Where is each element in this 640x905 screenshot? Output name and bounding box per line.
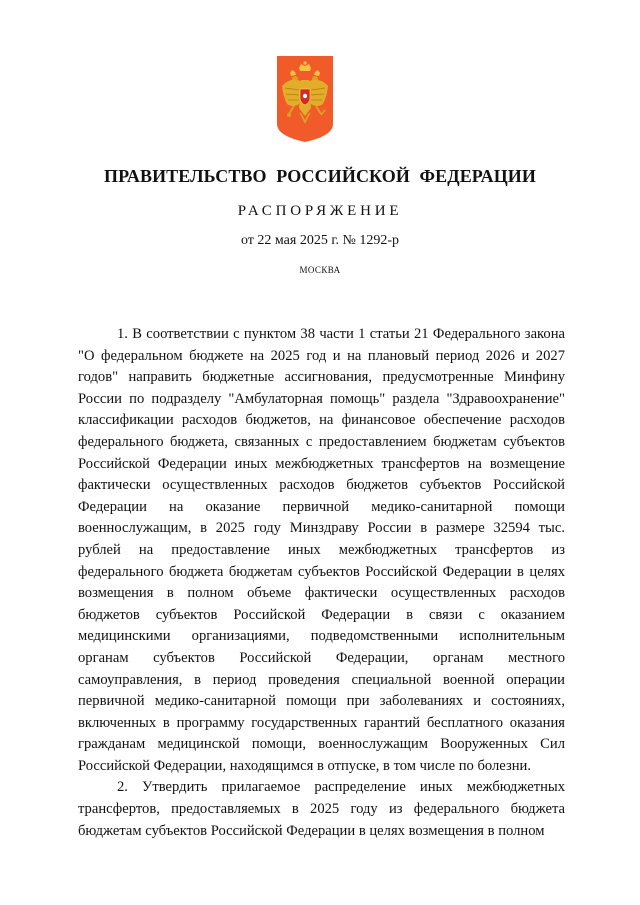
coat-of-arms-icon: [277, 56, 333, 142]
document-city: МОСКВА: [299, 265, 341, 275]
paragraph-1: 1. В соответствии с пунктом 38 части 1 статьи 21 Федерального закона "О федеральном бюджете на 2025 год и на плановый период 2026 и 2027 годов" направить бюджетные ассигнования, предусмотренные Минфину России по подразделу "Амбулаторная помощь" раздела "Здравоохранение" классификации расходов бюджетов, на финансовое обеспечение расходов федерального бюджета, связанных с предоставлением бюджетам субъектов Российской Федерации иных межбюджетных трансфертов на возмещение фактически осуществленных расходов бюджетов субъектов Российской Федерации на оказание первичной медико-санитарной помощи военнослужащим, в 2025 году Минздраву России в размере 32594 тыс. рублей на предоставление иных межбюджетных трансфертов из федерального бюджета бюджетам субъектов Российской Федерации в целях возмещения в полном объеме фактически осуществленных расходов бюджетов субъектов Российской Федерации в связи с оказанием медицинскими организациями, подведомственными исполнительным органам субъектов Российской Федерации, органам местного самоуправления, в период проведения специальной военной операции первичной медико-санитарной помощи при заболеваниях и состояниях, включенных в программу государственных гарантий бесплатного оказания гражданам медицинской помощи, военнослужащим Вооруженных Сил Российской Федерации, находящимся в отпуске, в том числе по болезни.: [78, 326, 565, 774]
document-body: [78, 324, 565, 842]
document-date-number: от 22 мая 2025 г. № 1292-р: [240, 233, 400, 248]
government-title: ПРАВИТЕЛЬСТВО РОССИЙСКОЙ ФЕДЕРАЦИИ: [103, 166, 536, 186]
paragraph-2: 2. Утвердить прилагаемое распределение иных межбюджетных трансфертов, предоставляемых в 2025 году из федерального бюджета бюджетам субъектов Российской Федерации в целях возмещения в полном: [78, 779, 565, 839]
coat-of-arms-graphic: [277, 56, 333, 142]
document-type: РАСПОРЯЖЕНИЕ: [237, 203, 403, 219]
